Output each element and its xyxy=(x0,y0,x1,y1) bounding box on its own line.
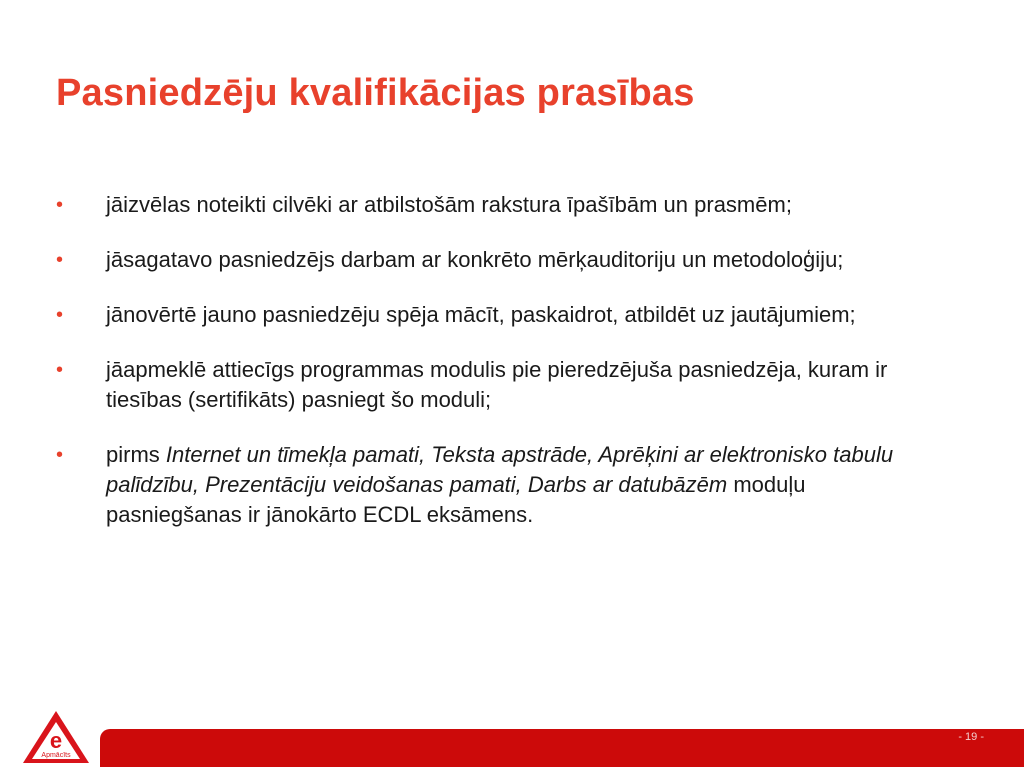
bullet-text-prefix: pirms xyxy=(106,442,166,467)
bullet-text-italic-modules: Internet un tīmekļa pamati, Teksta apstrāde, Aprēķini ar elektronisko tabulu palīdzību, Prezentāciju veidošanas pamati, Darbs ar datubāzēm xyxy=(106,442,894,497)
bullet-item xyxy=(56,440,926,530)
bullet-item xyxy=(56,245,926,275)
bullet-marker: • xyxy=(56,359,64,381)
footer-bar xyxy=(100,729,1024,767)
bullet-text: jānovērtē jauno pasniedzēju spēja mācīt, paskaidrot, atbildēt uz jautājumiem; xyxy=(106,302,856,327)
bullet-list xyxy=(56,190,926,555)
bullet-text: jāapmeklē attiecīgs programmas modulis pie pieredzējuša pasniedzēja, kuram ir tiesības (sertifikāts) pasniegt šo moduli; xyxy=(106,357,888,412)
logo-caption: Apmācīts xyxy=(41,752,71,759)
logo-triangle-icon xyxy=(20,708,92,766)
bullet-marker: • xyxy=(56,304,64,326)
bullet-item xyxy=(56,190,926,220)
bullet-text: jāsagatavo pasniedzējs darbam ar konkrēto mērķauditoriju un metodoloģiju; xyxy=(106,247,844,272)
bullet-marker: • xyxy=(56,444,64,466)
bullet-item xyxy=(56,300,926,330)
apmacits-logo xyxy=(20,708,92,766)
page-number: - 19 - xyxy=(958,731,984,743)
logo-letter: e xyxy=(49,728,63,753)
bullet-text-suffix: moduļu pasniegšanas ir jānokārto ECDL eksāmens. xyxy=(106,472,806,527)
bullet-text-mixed xyxy=(106,440,926,530)
bullet-marker: • xyxy=(56,194,64,216)
bullet-text: jāizvēlas noteikti cilvēki ar atbilstošām rakstura īpašībām un prasmēm; xyxy=(106,192,792,217)
bullet-item xyxy=(56,355,926,415)
bullet-marker: • xyxy=(56,249,64,271)
slide-title: Pasniedzēju kvalifikācijas prasības xyxy=(56,72,695,114)
